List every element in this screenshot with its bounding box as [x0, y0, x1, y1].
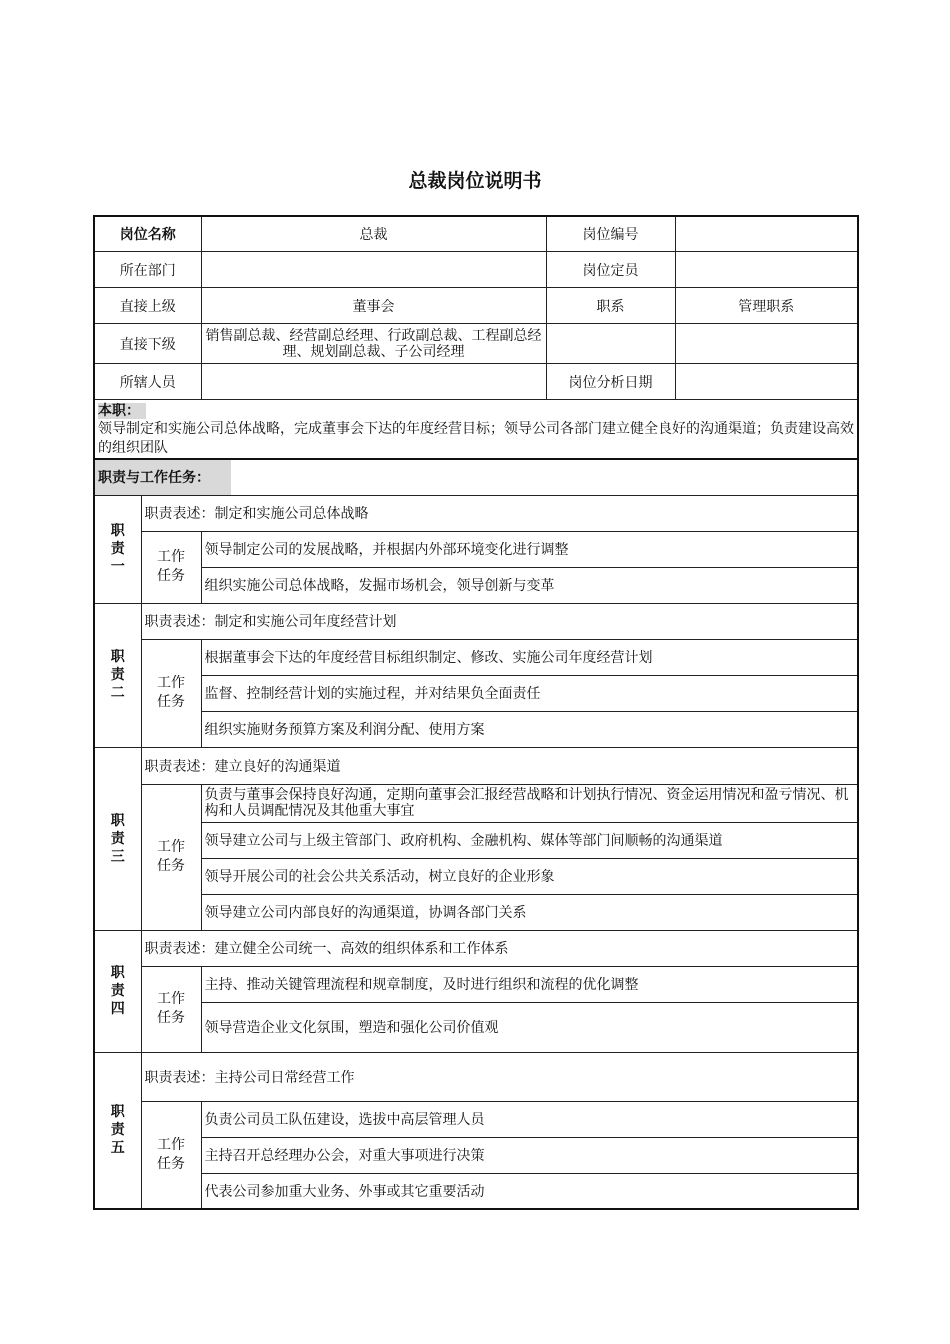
headcount-value [675, 252, 858, 288]
duty-statement-row [94, 1052, 858, 1101]
task-item: 根据董事会下达的年度经营目标组织制定、修改、实施公司年度经营计划 [201, 639, 858, 675]
task-label [141, 966, 201, 1052]
task-item: 主持召开总经理办公会，对重大事项进行决策 [201, 1137, 858, 1173]
task-row [94, 966, 858, 1002]
task-item: 负责与董事会保持良好沟通，定期向董事会汇报经营战略和计划执行情况、资金运用情况和盈亏情况、机构和人员调配情况及其他重大事宜 [201, 784, 858, 822]
staff-label: 所辖人员 [94, 364, 201, 400]
system-label: 职系 [546, 288, 675, 324]
duty-statement: 职责表述：建立良好的沟通渠道 [141, 747, 858, 784]
task-label [141, 639, 201, 747]
task-row [94, 784, 858, 822]
duty-label-text: 职责五 [110, 1104, 125, 1157]
duty-statement: 职责表述：主持公司日常经营工作 [141, 1052, 858, 1101]
dept-label: 所在部门 [94, 252, 201, 288]
job-description-table [93, 215, 859, 1210]
task-item: 领导建立公司内部良好的沟通渠道，协调各部门关系 [201, 894, 858, 930]
subordinate-value: 销售副总裁、经营副总经理、行政副总裁、工程副总经理、规划副总裁、子公司经理 [201, 324, 546, 364]
task-item: 代表公司参加重大业务、外事或其它重要活动 [201, 1173, 858, 1209]
post-name-value: 总裁 [201, 216, 546, 252]
duty-label [94, 603, 141, 747]
duty-statement-row [94, 603, 858, 639]
task-row [94, 639, 858, 675]
task-row [94, 1173, 858, 1209]
task-item: 监督、控制经营计划的实施过程，并对结果负全面责任 [201, 675, 858, 711]
task-label-text: 工作任务 [157, 675, 185, 710]
empty-cell [675, 324, 858, 364]
duty-label [94, 495, 141, 603]
empty-cell [546, 324, 675, 364]
task-label [141, 784, 201, 930]
task-row [94, 675, 858, 711]
task-item: 领导开展公司的社会公共关系活动，树立良好的企业形象 [201, 858, 858, 894]
task-row [94, 822, 858, 858]
subordinate-label: 直接下级 [94, 324, 201, 364]
duties-header-text: 职责与工作任务： [98, 470, 216, 486]
document-title: 总裁岗位说明书 [408, 170, 542, 192]
task-label [141, 531, 201, 603]
staff-value [201, 364, 546, 400]
task-label [141, 1101, 201, 1209]
task-row [94, 858, 858, 894]
task-row [94, 1137, 858, 1173]
system-value: 管理职系 [675, 288, 858, 324]
duty-label [94, 930, 141, 1052]
task-item: 组织实施公司总体战略，发掘市场机会，领导创新与变革 [201, 567, 858, 603]
core-duty-cell [94, 400, 858, 460]
task-item: 主持、推动关键管理流程和规章制度，及时进行组织和流程的优化调整 [201, 966, 858, 1002]
task-label-text: 工作任务 [157, 1136, 185, 1172]
post-no-value [675, 216, 858, 252]
dept-value [201, 252, 546, 288]
duty-label [94, 747, 141, 930]
duty-label-text: 职责一 [110, 523, 125, 575]
task-row [94, 567, 858, 603]
post-name-label: 岗位名称 [94, 216, 201, 252]
duty-statement-row [94, 495, 858, 531]
task-label-text: 工作任务 [157, 549, 185, 584]
task-item: 领导营造企业文化氛围，塑造和强化公司价值观 [201, 1002, 858, 1052]
duty-statement-row [94, 747, 858, 784]
task-label-text: 工作任务 [157, 991, 185, 1026]
duty-statement: 职责表述：制定和实施公司总体战略 [141, 495, 858, 531]
core-duty-text: 领导制定和实施公司总体战略，完成董事会下达的年度经营目标；领导公司各部门建立健全良好的沟通渠道；负责建设高效的组织团队 [98, 421, 854, 456]
analysis-date-label: 岗位分析日期 [546, 364, 675, 400]
duties-section-header [94, 459, 858, 495]
task-label-text: 工作任务 [157, 839, 185, 874]
headcount-label: 岗位定员 [546, 252, 675, 288]
analysis-date-value [675, 364, 858, 400]
task-row [94, 1002, 858, 1052]
task-row [94, 894, 858, 930]
duty-label-text: 职责四 [110, 965, 125, 1017]
task-row [94, 531, 858, 567]
post-no-label: 岗位编号 [546, 216, 675, 252]
duty-label [94, 1052, 141, 1209]
duty-statement: 职责表述：建立健全公司统一、高效的组织体系和工作体系 [141, 930, 858, 966]
duty-statement: 职责表述：制定和实施公司年度经营计划 [141, 603, 858, 639]
task-item: 负责公司员工队伍建设，选拔中高层管理人员 [201, 1101, 858, 1137]
core-duty-label: 本职： [98, 403, 146, 419]
duties-body [94, 495, 858, 1209]
task-item: 领导制定公司的发展战略，并根据内外部环境变化进行调整 [201, 531, 858, 567]
duty-label-text: 职责三 [110, 812, 125, 865]
task-row [94, 1101, 858, 1137]
task-item: 组织实施财务预算方案及利润分配、使用方案 [201, 711, 858, 747]
duty-label-text: 职责二 [110, 649, 125, 701]
superior-value: 董事会 [201, 288, 546, 324]
task-row [94, 711, 858, 747]
superior-label: 直接上级 [94, 288, 201, 324]
duty-statement-row [94, 930, 858, 966]
task-item: 领导建立公司与上级主管部门、政府机构、金融机构、媒体等部门间顺畅的沟通渠道 [201, 822, 858, 858]
